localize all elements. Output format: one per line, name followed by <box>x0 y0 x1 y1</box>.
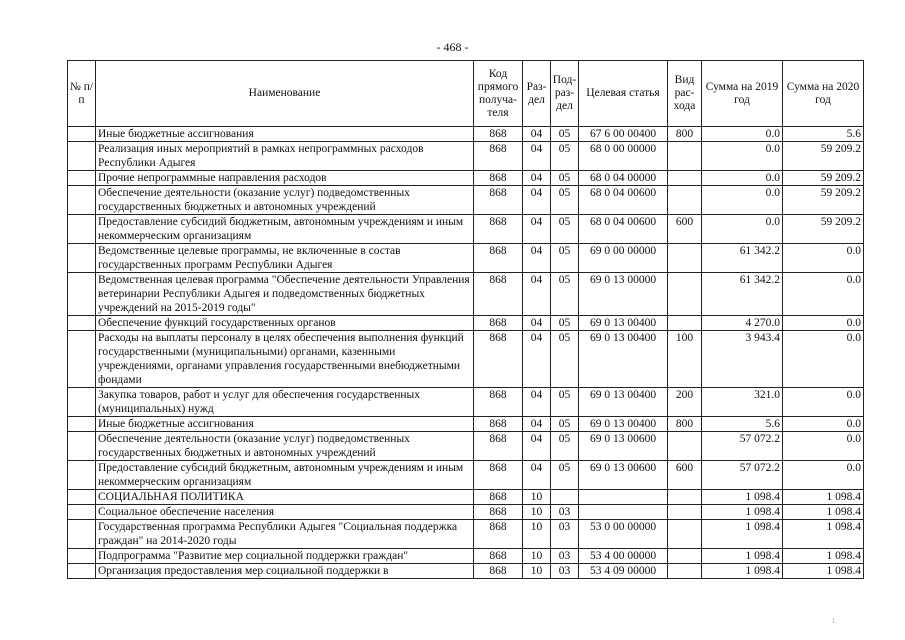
cell-sum-2019: 0.0 <box>702 186 783 215</box>
cell-section: 10 <box>523 564 551 579</box>
table-row <box>68 432 864 461</box>
cell-subsection: 05 <box>551 388 579 417</box>
cell-num <box>68 186 96 215</box>
cell-name: Расходы на выплаты персоналу в целях обеспечения выполнения функций государственными (муниципальными) органами, казенными учреждениями, органами управления государственными внебюджетными фондами <box>96 331 474 388</box>
cell-section: 04 <box>523 215 551 244</box>
cell-section: 10 <box>523 549 551 564</box>
table-row <box>68 273 864 316</box>
cell-type <box>668 564 702 579</box>
cell-sum-2019: 5.6 <box>702 417 783 432</box>
cell-name: Обеспечение функций государственных органов <box>96 316 474 331</box>
budget-table <box>67 60 864 579</box>
cell-sum-2020: 5.6 <box>783 127 864 142</box>
header-section: Раз-дел <box>523 61 551 127</box>
cell-subsection: 05 <box>551 186 579 215</box>
cell-name: СОЦИАЛЬНАЯ ПОЛИТИКА <box>96 490 474 505</box>
cell-subsection: 05 <box>551 215 579 244</box>
table-row <box>68 331 864 388</box>
header-subsection: Под-раз-дел <box>551 61 579 127</box>
cell-sum-2020: 59 209.2 <box>783 171 864 186</box>
cell-type <box>668 316 702 331</box>
cell-code: 868 <box>474 505 523 520</box>
cell-target: 69 0 13 00400 <box>579 388 668 417</box>
header-name: Наименование <box>96 61 474 127</box>
cell-target: 68 0 00 00000 <box>579 142 668 171</box>
cell-sum-2020: 1 098.4 <box>783 505 864 520</box>
cell-type <box>668 520 702 549</box>
cell-sum-2020: 0.0 <box>783 417 864 432</box>
cell-target: 69 0 13 00600 <box>579 432 668 461</box>
cell-target: 53 4 00 00000 <box>579 549 668 564</box>
cell-type <box>668 490 702 505</box>
cell-sum-2020: 1 098.4 <box>783 490 864 505</box>
table-row <box>68 142 864 171</box>
table-row <box>68 215 864 244</box>
page-number: - 468 - <box>436 40 469 54</box>
cell-sum-2019: 1 098.4 <box>702 490 783 505</box>
cell-section: 04 <box>523 127 551 142</box>
cell-subsection: 05 <box>551 417 579 432</box>
cell-subsection: 05 <box>551 461 579 490</box>
cell-subsection: 03 <box>551 520 579 549</box>
cell-subsection: 05 <box>551 432 579 461</box>
cell-target: 67 6 00 00400 <box>579 127 668 142</box>
cell-sum-2020: 0.0 <box>783 388 864 417</box>
cell-code: 868 <box>474 244 523 273</box>
cell-type <box>668 171 702 186</box>
cell-subsection <box>551 490 579 505</box>
cell-code: 868 <box>474 549 523 564</box>
cell-code: 868 <box>474 186 523 215</box>
table-row <box>68 549 864 564</box>
cell-name: Обеспечение деятельности (оказание услуг) подведомственных государственных бюджетных и автономных учреждений <box>96 186 474 215</box>
cell-subsection: 05 <box>551 127 579 142</box>
cell-num <box>68 171 96 186</box>
cell-code: 868 <box>474 331 523 388</box>
cell-name: Ведомственная целевая программа "Обеспечение деятельности Управления ветеринарии Республики Адыгея и подведомственных бюджетных учреждений на 2015-2019 годы" <box>96 273 474 316</box>
cell-num <box>68 142 96 171</box>
cell-subsection: 03 <box>551 505 579 520</box>
cell-sum-2020: 0.0 <box>783 316 864 331</box>
cell-name: Иные бюджетные ассигнования <box>96 417 474 432</box>
cell-num <box>68 273 96 316</box>
cell-code: 868 <box>474 520 523 549</box>
cell-code: 868 <box>474 564 523 579</box>
table-row <box>68 417 864 432</box>
cell-section: 04 <box>523 417 551 432</box>
cell-type <box>668 244 702 273</box>
cell-name: Ведомственные целевые программы, не включенные в состав государственных программ Республики Адыгея <box>96 244 474 273</box>
cell-num <box>68 432 96 461</box>
cell-code: 868 <box>474 215 523 244</box>
cell-name: Обеспечение деятельности (оказание услуг) подведомственных государственных бюджетных и автономных учреждений <box>96 432 474 461</box>
table-row <box>68 127 864 142</box>
cell-sum-2020: 59 209.2 <box>783 215 864 244</box>
cell-target: 68 0 04 00600 <box>579 215 668 244</box>
cell-section: 04 <box>523 461 551 490</box>
cell-subsection: 05 <box>551 171 579 186</box>
cell-code: 868 <box>474 388 523 417</box>
cell-num <box>68 244 96 273</box>
table-row <box>68 186 864 215</box>
cell-section: 10 <box>523 505 551 520</box>
cell-sum-2020: 59 209.2 <box>783 142 864 171</box>
cell-num <box>68 549 96 564</box>
cell-section: 04 <box>523 273 551 316</box>
cell-num <box>68 215 96 244</box>
cell-sum-2019: 1 098.4 <box>702 505 783 520</box>
cell-code: 868 <box>474 417 523 432</box>
cell-section: 04 <box>523 171 551 186</box>
cell-target: 53 0 00 00000 <box>579 520 668 549</box>
cell-num <box>68 520 96 549</box>
cell-sum-2020: 0.0 <box>783 244 864 273</box>
cell-name: Предоставление субсидий бюджетным, автономным учреждениям и иным некоммерческим организациям <box>96 215 474 244</box>
cell-sum-2019: 4 270.0 <box>702 316 783 331</box>
cell-num <box>68 417 96 432</box>
cell-code: 868 <box>474 127 523 142</box>
cell-target: 68 0 04 00000 <box>579 171 668 186</box>
cell-section: 04 <box>523 388 551 417</box>
cell-num <box>68 388 96 417</box>
cell-code: 868 <box>474 432 523 461</box>
cell-sum-2019: 61 342.2 <box>702 244 783 273</box>
table-row <box>68 564 864 579</box>
cell-code: 868 <box>474 171 523 186</box>
cell-sum-2020: 1 098.4 <box>783 564 864 579</box>
cell-type: 800 <box>668 417 702 432</box>
cell-sum-2020: 0.0 <box>783 461 864 490</box>
cell-num <box>68 505 96 520</box>
header-code: Код прямого получа-теля <box>474 61 523 127</box>
cell-sum-2020: 0.0 <box>783 432 864 461</box>
cell-num <box>68 490 96 505</box>
cell-name: Реализация иных мероприятий в рамках непрограммных расходов Республики Адыгея <box>96 142 474 171</box>
table-row <box>68 505 864 520</box>
cell-subsection: 05 <box>551 273 579 316</box>
table-row <box>68 388 864 417</box>
cell-sum-2019: 1 098.4 <box>702 520 783 549</box>
cell-sum-2019: 57 072.2 <box>702 461 783 490</box>
cell-sum-2020: 0.0 <box>783 331 864 388</box>
cell-target: 69 0 13 00600 <box>579 461 668 490</box>
cell-type: 800 <box>668 127 702 142</box>
header-row <box>68 61 864 127</box>
header-sum-2020: Сумма на 2020 год <box>783 61 864 127</box>
cell-type <box>668 186 702 215</box>
cell-subsection: 05 <box>551 142 579 171</box>
cell-target: 68 0 04 00600 <box>579 186 668 215</box>
cell-num <box>68 127 96 142</box>
cell-num <box>68 316 96 331</box>
cell-name: Организация предоставления мер социальной поддержки в <box>96 564 474 579</box>
cell-code: 868 <box>474 461 523 490</box>
cell-subsection: 03 <box>551 549 579 564</box>
corner-mark: ı <box>832 615 835 626</box>
cell-target: 69 0 13 00400 <box>579 316 668 331</box>
cell-code: 868 <box>474 490 523 505</box>
cell-subsection: 05 <box>551 316 579 331</box>
cell-sum-2019: 0.0 <box>702 142 783 171</box>
cell-target <box>579 505 668 520</box>
cell-num <box>68 461 96 490</box>
cell-subsection: 03 <box>551 564 579 579</box>
cell-type <box>668 142 702 171</box>
cell-sum-2019: 0.0 <box>702 171 783 186</box>
table-row <box>68 316 864 331</box>
cell-sum-2019: 0.0 <box>702 215 783 244</box>
table-row <box>68 244 864 273</box>
cell-code: 868 <box>474 273 523 316</box>
cell-num <box>68 564 96 579</box>
cell-type: 100 <box>668 331 702 388</box>
header-num: № п/п <box>68 61 96 127</box>
cell-section: 10 <box>523 520 551 549</box>
cell-sum-2020: 1 098.4 <box>783 549 864 564</box>
cell-type <box>668 273 702 316</box>
header-target: Целевая статья <box>579 61 668 127</box>
cell-name: Подпрограмма "Развитие мер социальной поддержки граждан" <box>96 549 474 564</box>
cell-name: Закупка товаров, работ и услуг для обеспечения государственных (муниципальных) нужд <box>96 388 474 417</box>
cell-target: 69 0 13 00000 <box>579 273 668 316</box>
cell-sum-2019: 1 098.4 <box>702 564 783 579</box>
cell-sum-2019: 57 072.2 <box>702 432 783 461</box>
header-sum-2019: Сумма на 2019 год <box>702 61 783 127</box>
cell-target <box>579 490 668 505</box>
cell-sum-2019: 321.0 <box>702 388 783 417</box>
cell-sum-2020: 59 209.2 <box>783 186 864 215</box>
cell-name: Государственная программа Республики Адыгея "Социальная поддержка граждан" на 2014-2020 годы <box>96 520 474 549</box>
cell-sum-2019: 0.0 <box>702 127 783 142</box>
cell-section: 04 <box>523 432 551 461</box>
cell-name: Иные бюджетные ассигнования <box>96 127 474 142</box>
cell-type <box>668 432 702 461</box>
table-row <box>68 461 864 490</box>
cell-num <box>68 331 96 388</box>
cell-target: 53 4 09 00000 <box>579 564 668 579</box>
cell-name: Предоставление субсидий бюджетным, автономным учреждениям и иным некоммерческим организациям <box>96 461 474 490</box>
cell-target: 69 0 13 00400 <box>579 417 668 432</box>
cell-type <box>668 549 702 564</box>
cell-section: 10 <box>523 490 551 505</box>
cell-subsection: 05 <box>551 244 579 273</box>
cell-sum-2019: 3 943.4 <box>702 331 783 388</box>
cell-name: Социальное обеспечение населения <box>96 505 474 520</box>
cell-code: 868 <box>474 142 523 171</box>
cell-sum-2019: 61 342.2 <box>702 273 783 316</box>
cell-target: 69 0 13 00400 <box>579 331 668 388</box>
cell-section: 04 <box>523 244 551 273</box>
cell-section: 04 <box>523 331 551 388</box>
table-row <box>68 490 864 505</box>
cell-code: 868 <box>474 316 523 331</box>
cell-type <box>668 505 702 520</box>
cell-subsection: 05 <box>551 331 579 388</box>
cell-type: 600 <box>668 215 702 244</box>
cell-sum-2020: 1 098.4 <box>783 520 864 549</box>
header-expense-type: Вид рас-хода <box>668 61 702 127</box>
cell-section: 04 <box>523 142 551 171</box>
cell-sum-2020: 0.0 <box>783 273 864 316</box>
cell-section: 04 <box>523 316 551 331</box>
table-row <box>68 171 864 186</box>
cell-section: 04 <box>523 186 551 215</box>
cell-name: Прочие непрограммные направления расходов <box>96 171 474 186</box>
cell-sum-2019: 1 098.4 <box>702 549 783 564</box>
cell-type: 600 <box>668 461 702 490</box>
table-row <box>68 520 864 549</box>
cell-target: 69 0 00 00000 <box>579 244 668 273</box>
cell-type: 200 <box>668 388 702 417</box>
